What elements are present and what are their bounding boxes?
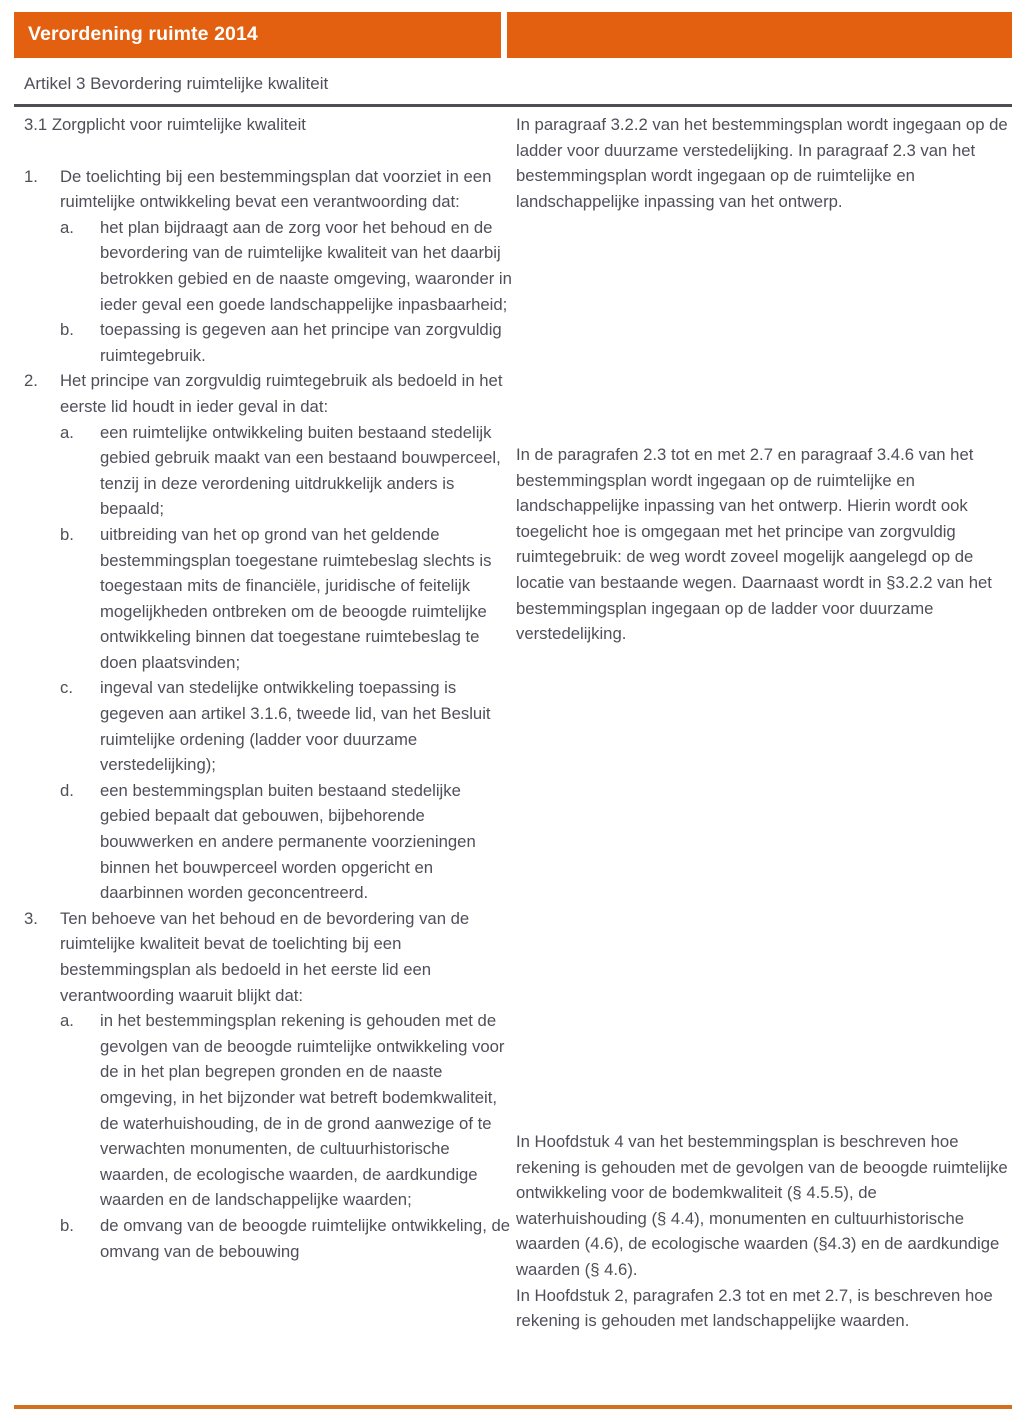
sublist-item-text: een bestemmingsplan buiten bestaand stedelijke gebied bepaalt dat gebouwen, bijbehorende bouwwerken en andere permanente voorzieningen binnen het bouwperceel worden opgericht en daarbinnen worden geconcentreerd.	[100, 780, 476, 903]
sublist-item	[60, 675, 514, 777]
header-cell-blank	[507, 12, 1012, 58]
list-item	[24, 164, 514, 369]
header-divider-rule	[14, 104, 1012, 107]
sublist-item-text: een ruimtelijke ontwikkeling buiten bestaand stedelijk gebied gebruik maakt van een bestaand bouwperceel, tenzij in deze verordening uitdrukkelijk anders is bepaald;	[100, 422, 501, 519]
sublist-marker: b.	[60, 524, 74, 544]
sublist-marker: d.	[60, 780, 74, 800]
sublist-marker: b.	[60, 320, 74, 340]
header-cell-title	[14, 12, 501, 58]
sublist-marker: a.	[60, 1011, 74, 1031]
list-item-text: Het principe van zorgvuldig ruimtegebruik als bedoeld in het eerste lid houdt in ieder geval in dat:	[60, 371, 503, 416]
sublist-marker: a.	[60, 422, 74, 442]
sublist-item	[60, 522, 514, 676]
sublist-item	[60, 1213, 514, 1264]
lettered-sublist	[60, 1008, 514, 1264]
response-block-2	[516, 442, 1012, 647]
section-heading-3-1: 3.1 Zorgplicht voor ruimtelijke kwaliteit	[24, 115, 306, 134]
article-header-row	[14, 62, 1012, 104]
document-body	[14, 112, 1012, 1402]
sublist-item	[60, 778, 514, 906]
response-paragraph: In paragraaf 3.2.2 van het bestemmingsplan wordt ingegaan op de ladder voor duurzame verstedelijking. In paragraaf 2.3 van het bestemmingsplan wordt ingegaan op de ruimtelijke en landschappelijke inpassing van het ontwerp.	[516, 115, 1008, 211]
page-title: Verordening ruimte 2014	[28, 23, 258, 46]
response-paragraph: In Hoofdstuk 4 van het bestemmingsplan is beschreven hoe rekening is gehouden met de gevolgen van de beoogde ruimtelijke ontwikkeling voor de bodemkwaliteit (§ 4.5.5), de waterhuishouding (§ 4.4), monumenten en cultuurhistorische waarden (4.6), de ecologische waarden (§4.3) en de aardkundige waarden (§ 4.6).	[516, 1132, 1008, 1279]
list-item	[24, 368, 514, 905]
article-title: Artikel 3 Bevordering ruimtelijke kwaliteit	[24, 73, 329, 93]
response-block-3	[516, 1129, 1012, 1334]
response-paragraph: In de paragrafen 2.3 tot en met 2.7 en paragraaf 3.4.6 van het bestemmingsplan wordt ingegaan op de ruimtelijke en landschappelijke inpassing van het ontwerp. Hierin wordt ook toegelicht hoe is omgegaan met het principe van zorgvuldig ruimtegebruik: de weg wordt zoveel mogelijk aangelegd op de locatie van bestaande wegen. Daarnaast wordt in §3.2.2 van het bestemmingsplan ingegaan op de ladder voor duurzame verstedelijking.	[516, 445, 992, 644]
sublist-item-text: uitbreiding van het op grond van het geldende bestemmingsplan toegestane ruimtebeslag slechts is toegestaan mits de financiële, juridische of feitelijk mogelijkheden ontbreken om de beoogde ruimtelijke ontwikkeling binnen dat toegestane ruimtebeslag te doen plaatsvinden;	[100, 524, 492, 672]
sublist-item-text: toepassing is gegeven aan het principe van zorgvuldig ruimtegebruik.	[100, 320, 502, 365]
lettered-sublist	[60, 215, 514, 369]
sublist-item-text: de omvang van de beoogde ruimtelijke ontwikkeling, de omvang van de bebouwing	[100, 1215, 511, 1261]
list-marker: 3.	[24, 908, 38, 928]
sublist-item	[60, 420, 514, 522]
sublist-item-text: ingeval van stedelijke ontwikkeling toepassing is gegeven aan artikel 3.1.6, tweede lid, van het Besluit ruimtelijke ordening (ladder voor duurzame verstedelijking);	[100, 678, 491, 775]
response-block-1	[516, 112, 1012, 214]
lettered-sublist	[60, 420, 514, 906]
numbered-list	[24, 164, 514, 1265]
footer-accent-rule	[14, 1405, 1012, 1409]
sublist-item	[60, 1008, 514, 1213]
document-header-band	[14, 12, 1012, 58]
left-column	[24, 112, 514, 1264]
response-paragraph: In Hoofdstuk 2, paragrafen 2.3 tot en met 2.7, is beschreven hoe rekening is gehouden met landschappelijke waarden.	[516, 1285, 993, 1331]
sublist-marker: b.	[60, 1215, 74, 1235]
sublist-item	[60, 215, 514, 317]
sublist-item-text: in het bestemmingsplan rekening is gehouden met de gevolgen van de beoogde ruimtelijke ontwikkeling voor de in het plan begrepen gronden en de naaste omgeving, in het bijzonder wat betreft bodemkwaliteit, de waterhuishouding, de in de grond aanwezige of te verwachten monumenten, de cultuurhistorische waarden, de ecologische waarden, de aardkundige waarden en de landschappelijke waarden;	[100, 1011, 505, 1210]
list-marker: 2.	[24, 371, 38, 391]
list-item	[24, 906, 514, 1264]
list-item-text: Ten behoeve van het behoud en de bevordering van de ruimtelijke kwaliteit bevat de toelichting bij een bestemmingsplan als bedoeld in het eerste lid een verantwoording waaruit blijkt dat:	[60, 908, 470, 1005]
list-item-text: De toelichting bij een bestemmingsplan dat voorziet in een ruimtelijke ontwikkeling bevat een verantwoording dat:	[60, 166, 492, 212]
sublist-marker: a.	[60, 217, 74, 237]
list-marker: 1.	[24, 166, 38, 186]
sublist-item	[60, 317, 514, 368]
sublist-item-text: het plan bijdraagt aan de zorg voor het behoud en de bevordering van de ruimtelijke kwaliteit van het daarbij betrokken gebied en de naaste omgeving, waaronder in ieder geval een goede landschappelijke inpasbaarheid;	[100, 217, 512, 314]
sublist-marker: c.	[60, 678, 73, 698]
